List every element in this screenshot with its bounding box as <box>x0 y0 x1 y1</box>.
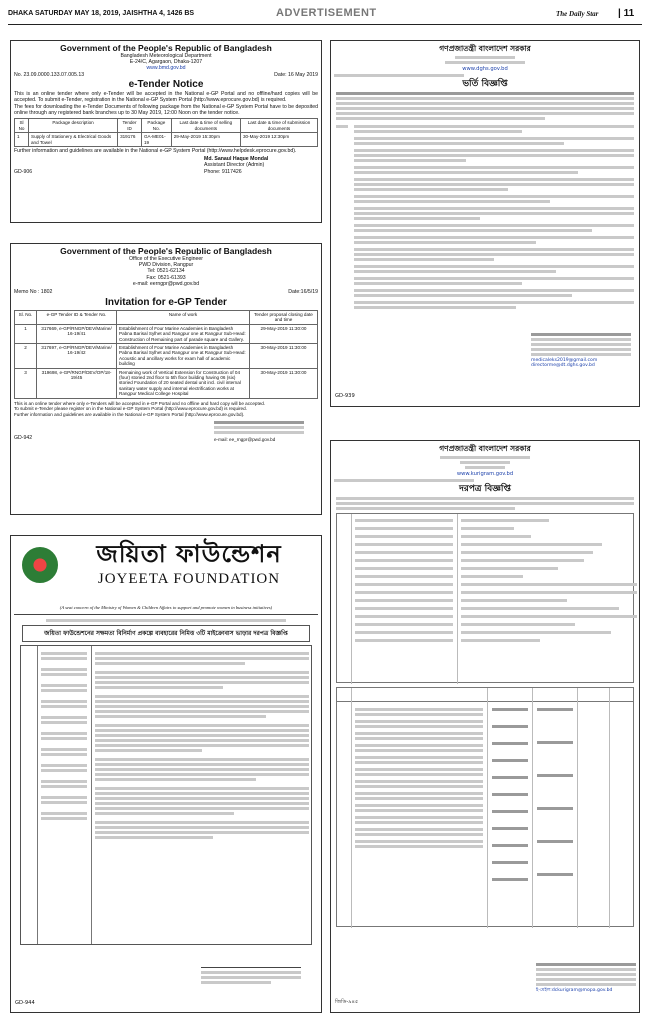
list-item <box>355 713 483 716</box>
list-item <box>355 761 483 764</box>
list-item <box>537 774 573 777</box>
signature-line <box>536 978 636 981</box>
list-item <box>354 294 572 297</box>
masthead-date: DHAKA SATURDAY MAY 18, 2019, JAISHTHA 4, 1426 BS <box>8 10 195 17</box>
met-th-desc: Package description <box>29 119 118 133</box>
list-item <box>41 732 87 735</box>
met-table <box>14 118 318 147</box>
dghs-gov-title: গণপ্রজাতন্ত্রী বাংলাদেশ সরকার <box>439 44 531 53</box>
list-item <box>41 684 87 687</box>
joyeeta-title-bn: জয়িতা ফাউন্ডেশন <box>96 540 282 568</box>
list-item <box>355 804 483 807</box>
kurigram-tender-notice <box>330 440 640 1013</box>
memo-line <box>334 74 464 77</box>
pwd-th-id: e-GP Tender ID & Tender No. <box>37 311 117 325</box>
list-item <box>537 741 573 744</box>
kurigram-web: www.kurigram.gov.bd <box>456 471 514 477</box>
pwd-cell: Establishment of Four Marine Academies in Bangladesh Pabna Barisal Sylhet and Rangpur one at Rangpur Sub-Head: Acoustic and ancillary works for exam hall of academic building <box>117 344 250 369</box>
met-memo: No. 23.09.0000.133.07.005.13 <box>14 71 85 78</box>
list-item <box>41 817 87 820</box>
memo-line <box>46 619 286 622</box>
list-item <box>95 792 309 795</box>
list-item <box>41 668 87 671</box>
signature-line <box>214 431 304 434</box>
dghs-web: www.dghs.gov.bd <box>462 66 508 72</box>
list-item <box>461 519 549 522</box>
joyeeta-tender-table <box>20 645 312 945</box>
joyeeta-foundation-notice <box>10 535 322 1013</box>
list-item <box>354 258 494 261</box>
list-item <box>41 705 87 708</box>
list-item <box>41 652 87 655</box>
met-th-submit: Last date & time of submission documents <box>240 119 317 133</box>
list-item <box>461 551 593 554</box>
met-gov-title: Government of the People's Republic of Bangladesh <box>60 43 272 53</box>
masthead-page: | 11 <box>618 8 635 19</box>
list-item <box>95 797 309 800</box>
met-para2: The fees for downloading the e-Tender Documents of following package from the National e-GP System Portal have to be deposited online through any registered bank branches up to 30 May 2019, 12:00 Noon on the tender notice. <box>14 104 318 117</box>
met-cell: 1 <box>15 133 29 147</box>
list-item <box>355 591 453 594</box>
table-row <box>15 133 318 147</box>
list-item <box>95 768 309 771</box>
pwd-table-header <box>15 311 318 325</box>
list-item <box>41 748 87 751</box>
list-item <box>354 241 536 244</box>
dghs-code: GD-939 <box>335 393 355 399</box>
met-table-header <box>15 119 318 133</box>
list-item <box>355 840 483 843</box>
list-item <box>461 543 602 546</box>
list-item <box>95 831 309 834</box>
list-item <box>355 567 453 570</box>
list-item <box>354 229 592 232</box>
pwd-gov-title: Government of the People's Republic of Bangladesh <box>60 246 272 256</box>
masthead-section: ADVERTISEMENT <box>276 7 377 19</box>
list-item <box>461 615 637 618</box>
kurigram-office-line <box>465 466 505 469</box>
list-item <box>355 599 453 602</box>
list-item <box>461 607 619 610</box>
list-item <box>355 756 483 759</box>
list-item <box>354 236 634 239</box>
pwd-cell: Remaining work of Vertical Extension for Construction of 04 (four) storied 2nd floor to 5th floor building having 06 (six) storied Foundation of 20 seated dental unit incl. civil internal sanitary water supply and internal electrification works at Rangpur Medical College Hospital <box>117 368 250 398</box>
signature-line <box>201 971 301 974</box>
list-item <box>41 716 87 719</box>
met-web: www.bmd.gov.bd <box>146 65 186 72</box>
list-item <box>355 519 453 522</box>
memo-line <box>334 479 474 482</box>
para-line <box>336 507 515 510</box>
list-item <box>41 801 87 804</box>
kurigram-gov-title: গণপ্রজাতন্ত্রী বাংলাদেশ সরকার <box>439 444 531 453</box>
met-further: Further information and guidelines are available in the National e-GP System Portal (http://www.helpdesk.eprocure.gov.bd). <box>14 148 297 155</box>
list-item <box>41 700 87 703</box>
list-item <box>355 828 483 831</box>
list-item <box>354 183 634 186</box>
kurigram-code: জিডি-৯৪৫ <box>335 999 359 1005</box>
pwd-cell: 317669, e-GP/RNGP/DEV/Marine/ 16-19/41 <box>37 324 117 343</box>
kurigram-office-line <box>440 456 530 459</box>
signature-icon <box>201 956 301 968</box>
met-dept: Bangladesh Meteorological Department <box>120 53 212 59</box>
list-item <box>355 780 483 783</box>
pwd-cell: Establishment of Four Marine Academies in Bangladesh Pabna Barisal Sylhet and Rangpur one at Rangpur Sub-Head: Construction of Remaining part of parade square and Gallery. <box>117 324 250 343</box>
pwd-date: Date:16/5/19 <box>288 289 318 296</box>
list-item <box>95 734 309 737</box>
signature-line <box>531 353 631 356</box>
list-item <box>41 769 87 772</box>
signature-line <box>531 333 631 336</box>
list-item <box>355 615 453 618</box>
list-item <box>95 758 309 761</box>
list-item <box>355 797 483 800</box>
kurigram-email: ই-মেইল:dckurigram@mopa.gov.bd <box>536 988 613 993</box>
table-row <box>15 368 318 398</box>
list-item <box>355 631 453 634</box>
joyeeta-signature-block <box>201 956 301 986</box>
masthead-rule <box>8 24 642 25</box>
list-item <box>461 631 611 634</box>
list-item <box>461 527 514 530</box>
para-line <box>336 497 634 500</box>
list-item <box>354 130 522 133</box>
list-item <box>41 673 87 676</box>
met-cell: 29-May-2019 15:30pm <box>171 133 240 147</box>
list-item <box>95 657 309 660</box>
signature-line <box>536 983 636 986</box>
list-item <box>354 159 466 162</box>
joyeeta-tagline: (A seat concern of the Ministry of Women & Children Affairs to support and promote women in business initiatives) <box>59 605 273 610</box>
met-para1: This is an online tender where only e-Tender will be accepted in the National e-GP Portal and no offline/hard copies will be accepted. To submit e-Tender, registration in the National e-GP System Portal (http://www.eprocure.gov.bd) is required. <box>14 90 318 103</box>
list-item <box>355 768 483 771</box>
list-item <box>95 695 309 698</box>
list-item <box>492 861 528 864</box>
list-item <box>354 200 550 203</box>
para-line <box>336 117 545 120</box>
list-item <box>354 212 634 215</box>
list-item <box>492 793 528 796</box>
list-number <box>336 125 348 128</box>
pwd-division: PWD Division, Rangpur <box>138 262 194 269</box>
kurigram-lots-table <box>336 687 634 927</box>
list-item <box>355 792 483 795</box>
kurigram-office-line <box>460 461 510 464</box>
list-item <box>95 715 266 718</box>
list-item <box>354 137 634 140</box>
met-cell: 30-May-2019 12:30pm <box>240 133 317 147</box>
signature-line <box>536 968 636 971</box>
list-item <box>461 575 523 578</box>
met-th-pkg: Package No. <box>141 119 171 133</box>
list-item <box>95 671 309 674</box>
list-item <box>461 599 567 602</box>
list-item <box>354 248 634 251</box>
list-item <box>354 277 634 280</box>
list-item <box>95 778 256 781</box>
list-item <box>354 154 634 157</box>
list-item <box>41 753 87 756</box>
signature-line <box>214 421 304 424</box>
list-item <box>492 810 528 813</box>
list-item <box>95 652 309 655</box>
dghs-admission-notice <box>330 40 640 407</box>
list-item <box>537 840 573 843</box>
dghs-web2: directorme@dt.dghs.gov.bd <box>531 363 595 369</box>
list-item <box>355 575 453 578</box>
list-item <box>354 270 556 273</box>
list-item <box>537 708 573 711</box>
pwd-th-date: Tender proposal closing date and time <box>250 311 318 325</box>
list-item <box>355 535 453 538</box>
masthead-paper: The Daily Star <box>556 10 599 18</box>
table-row <box>15 344 318 369</box>
pwd-cell: 2 <box>15 344 37 369</box>
table-row <box>15 324 318 343</box>
list-item <box>492 776 528 779</box>
list-item <box>95 812 234 815</box>
list-item <box>95 676 309 679</box>
list-item <box>355 583 453 586</box>
list-item <box>95 773 309 776</box>
list-item <box>41 737 87 740</box>
bangladesh-emblem-icon <box>22 547 58 583</box>
dghs-email: medicaleks2019@gmail.com <box>531 358 598 363</box>
list-item <box>355 607 453 610</box>
met-th-id: Tender ID <box>118 119 142 133</box>
para-line <box>336 92 634 95</box>
joyeeta-notice-title: জয়িতা ফাউন্ডেশনের সক্ষমতা বিনির্মাণ প্রকল্পে ব্যবহারের নিমিত্ত ৩টি মাইক্রোবাস ভাড়ার দরপত্র বিজ্ঞপ্তি <box>22 625 310 642</box>
list-item <box>355 845 483 848</box>
pwd-title: Invitation for e-GP Tender <box>105 297 227 309</box>
met-cell: Supply of Stationery & Electrical Goods and Towel <box>29 133 118 147</box>
pwd-tel: Tel: 0521-62134 <box>147 268 185 275</box>
list-item <box>41 764 87 767</box>
met-cell: GA-ME01-19 <box>141 133 171 147</box>
list-item <box>41 721 87 724</box>
dghs-list <box>354 123 634 311</box>
list-item <box>537 873 573 876</box>
signature-line <box>201 976 301 979</box>
pwd-footer-2: To submit e-Tender please register on in the National e-GP System Portal (http://www.eprocure.gov.bd) is required. <box>14 406 247 412</box>
para-line <box>336 107 634 110</box>
list-item <box>354 217 480 220</box>
signature-line <box>531 338 631 341</box>
list-item <box>354 178 634 181</box>
list-item <box>355 821 483 824</box>
list-item <box>492 708 528 711</box>
para-line <box>336 112 634 115</box>
list-item <box>355 809 483 812</box>
met-title: e-Tender Notice <box>128 78 204 90</box>
list-item <box>41 689 87 692</box>
list-item <box>354 282 522 285</box>
list-item <box>354 171 578 174</box>
list-item <box>95 705 309 708</box>
list-item <box>492 827 528 830</box>
list-item <box>355 737 483 740</box>
pwd-footer-3: Further information and guidelines are available in the National e-GP System Portal (http://www.eprocure.gov.bd). <box>14 411 245 417</box>
list-item <box>355 732 483 735</box>
pwd-th-sl: Sl. No. <box>15 311 37 325</box>
para-line <box>336 102 634 105</box>
list-item <box>492 844 528 847</box>
list-item <box>492 742 528 745</box>
list-item <box>354 289 634 292</box>
signature-line <box>214 426 304 429</box>
dghs-office-line <box>445 61 525 64</box>
list-item <box>95 724 309 727</box>
list-item <box>461 567 558 570</box>
list-item <box>41 796 87 799</box>
pwd-code: GD-942 <box>14 434 33 441</box>
pwd-cell: 3 <box>15 368 37 398</box>
pwd-tender-notice <box>10 243 322 515</box>
list-item <box>492 759 528 762</box>
list-item <box>95 802 309 805</box>
list-item <box>354 166 634 169</box>
list-item <box>41 780 87 783</box>
list-item <box>354 265 634 268</box>
pwd-fax: Fax: 0521-61393 <box>146 274 186 281</box>
pwd-email-footer: e-mail: ee_rngpr@pwd.gov.bd <box>214 436 276 442</box>
list-item <box>95 686 223 689</box>
list-item <box>95 821 309 824</box>
pwd-th-work: Name of work <box>117 311 250 325</box>
list-item <box>355 543 453 546</box>
list-item <box>461 559 584 562</box>
list-item <box>355 773 483 776</box>
list-item <box>354 224 634 227</box>
list-item <box>95 744 309 747</box>
list-item <box>354 149 634 152</box>
list-item <box>355 744 483 747</box>
signature-line <box>531 348 631 351</box>
pwd-cell: 1 <box>15 324 37 343</box>
signature-line <box>536 963 636 966</box>
list-item <box>95 807 309 810</box>
list-item <box>355 623 453 626</box>
list-item <box>95 739 309 742</box>
pwd-email: e-mail: eerngpr@pwd.gov.bd <box>132 280 200 287</box>
pwd-office: Office of the Executive Engineer <box>128 256 203 262</box>
list-item <box>461 639 540 642</box>
list-item <box>41 785 87 788</box>
list-item <box>354 125 634 128</box>
list-item <box>492 878 528 881</box>
list-item <box>355 720 483 723</box>
pwd-footer-1: This is an online tender where only e-Tenders will be accepted in e-GP Portal and no offline and hard copy will be accepted. <box>14 400 266 406</box>
list-item <box>354 188 508 191</box>
list-item <box>492 725 528 728</box>
list-item <box>355 816 483 819</box>
met-phone: Phone: 9117426 <box>204 168 242 175</box>
met-signer: Md. Sanaul Haque Mondal <box>204 156 269 163</box>
list-item <box>354 142 564 145</box>
kurigram-signature-block <box>536 961 636 993</box>
list-item <box>355 559 453 562</box>
pwd-cell: 319698, e-GP/RNGP/DEV/OP/18-19/45 <box>37 368 117 398</box>
pwd-cell: 29-May-2019 11:30:00 <box>250 324 318 343</box>
list-item <box>41 812 87 815</box>
dghs-office-line <box>455 56 515 59</box>
list-item <box>95 749 202 752</box>
dghs-signature-block <box>531 331 631 369</box>
list-item <box>355 749 483 752</box>
para-line <box>336 97 634 100</box>
list-item <box>95 700 309 703</box>
signature-line <box>536 973 636 976</box>
list-item <box>355 725 483 728</box>
signature-line <box>201 981 271 984</box>
list-item <box>461 535 531 538</box>
list-item <box>354 195 634 198</box>
kurigram-subtitle: দরপত্র বিজ্ঞপ্তি <box>459 484 511 495</box>
met-cell: 319176 <box>118 133 142 147</box>
met-date: Date: 16 May 2019 <box>274 71 318 78</box>
list-item <box>461 623 575 626</box>
list-item <box>355 527 453 530</box>
list-item <box>355 708 483 711</box>
met-tender-notice <box>10 40 322 223</box>
pwd-cell: 317697, e-GP/RNGP/DEV/Marine/ 16-19/42 <box>37 344 117 369</box>
pwd-cell: 30-May-2019 11:30:00 <box>250 368 318 398</box>
met-signer-title: Assistant Director (Admin) <box>204 162 265 169</box>
list-item <box>41 657 87 660</box>
pwd-signature-block <box>214 419 304 436</box>
met-th-sl: Sl No <box>15 119 29 133</box>
signature-line <box>531 343 631 346</box>
joyeeta-title-en: JOYEETA FOUNDATION <box>97 571 281 587</box>
joyeeta-code: GD-944 <box>15 1000 35 1006</box>
list-item <box>354 207 634 210</box>
met-th-sell: Last date & time of selling documents <box>171 119 240 133</box>
list-item <box>95 729 309 732</box>
pwd-table <box>14 310 318 399</box>
list-item <box>95 763 309 766</box>
list-item <box>95 710 309 713</box>
list-item <box>355 551 453 554</box>
met-code: GD-906 <box>14 168 33 175</box>
list-item <box>355 639 453 642</box>
list-item <box>95 662 245 665</box>
pwd-memo: Memo No : 1802 <box>14 289 53 296</box>
list-item <box>355 833 483 836</box>
met-address: E-24/C, Agargaon, Dhaka-1207 <box>129 59 203 66</box>
list-item <box>354 306 516 309</box>
list-item <box>95 836 213 839</box>
para-line <box>336 502 634 505</box>
list-item <box>95 787 309 790</box>
kurigram-info-table <box>336 513 634 683</box>
list-item <box>355 785 483 788</box>
list-item <box>95 826 309 829</box>
list-item <box>537 807 573 810</box>
pwd-cell: 30-May-2019 11:30:00 <box>250 344 318 369</box>
list-item <box>461 583 637 586</box>
list-item <box>354 301 634 304</box>
dghs-subtitle: ভর্তি বিজ্ঞপ্তি <box>462 79 508 90</box>
list-item <box>354 253 634 256</box>
list-item <box>461 591 637 594</box>
masthead <box>8 6 642 24</box>
list-item <box>95 681 309 684</box>
